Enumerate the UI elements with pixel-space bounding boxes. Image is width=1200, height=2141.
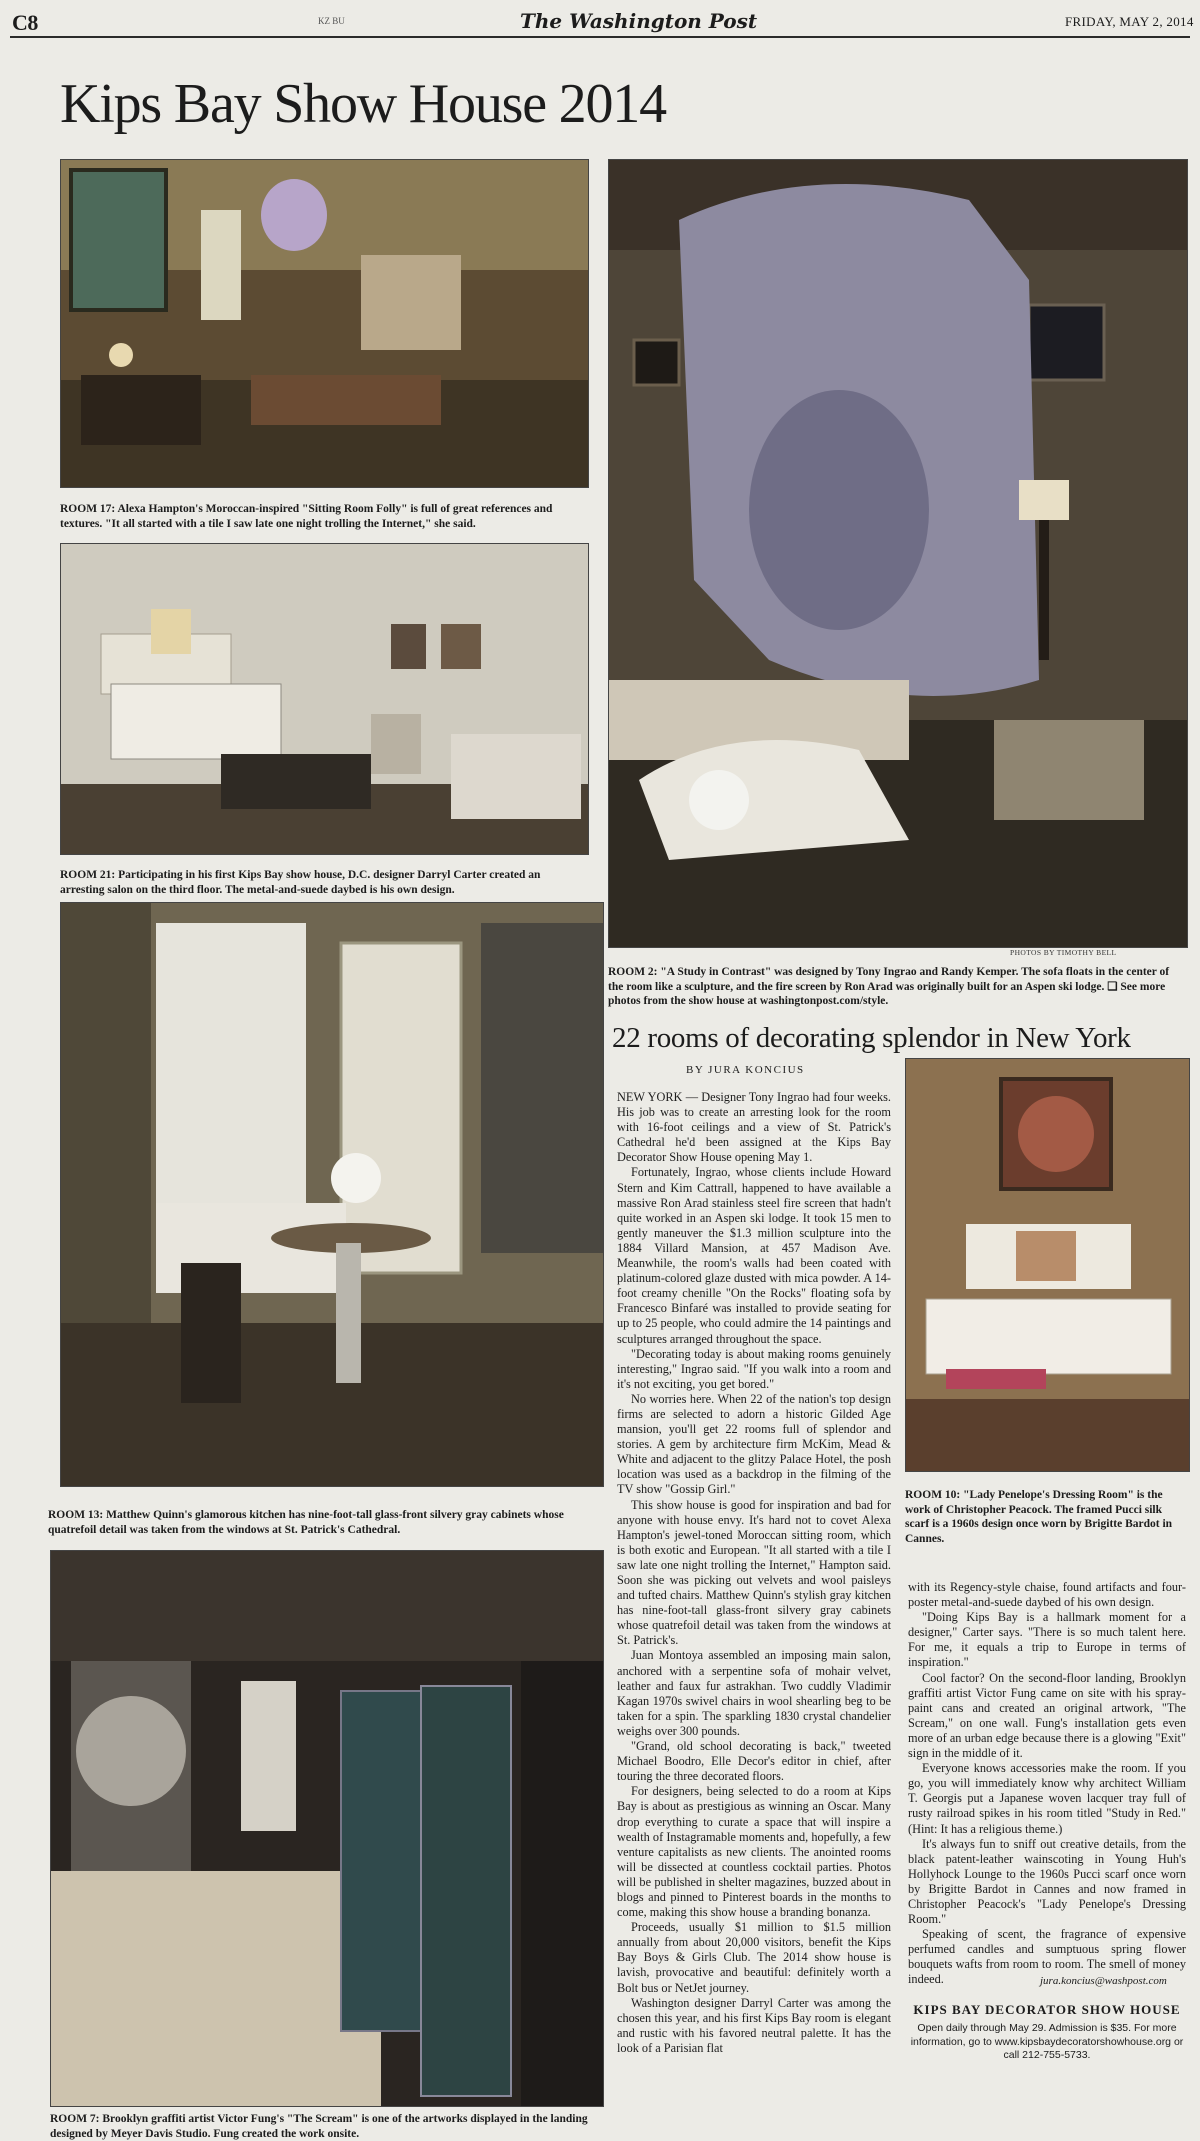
caption-room-label: ROOM 17: xyxy=(60,503,116,515)
caption-room-label: ROOM 13: xyxy=(48,1509,104,1521)
article-headline: 22 rooms of decorating splendor in New York xyxy=(612,1022,1131,1054)
caption-room-label: ROOM 21: xyxy=(60,869,116,881)
article-paragraph: "Grand, old school decorating is back," tweeted Michael Boodro, Elle Decor's editor in chief, after touring the three decorated floors. xyxy=(617,1739,891,1784)
caption-text: Participating in his first Kips Bay show house, D.C. designer Darryl Carter created an arresting salon on the third floor. The metal-and-suede daybed is his own design. xyxy=(60,869,541,896)
caption-room-13 xyxy=(48,1508,602,1537)
show-house-infobox xyxy=(907,2002,1187,2063)
photo-credit: PHOTOS BY TIMOTHY BELL xyxy=(1010,948,1117,957)
article-paragraph: Everyone knows accessories make the room. If you go, you will immediately know why architect William T. Georgis put a Japanese woven lacquer tray full of rusty railroad spikes in his room titled "Study in Red." (Hint: It has a religious theme.) xyxy=(908,1761,1186,1836)
article-paragraph: "Doing Kips Bay is a hallmark moment for a designer," Carter says. "There is so much talent here. For me, it equals a trip to Europe in terms of inspiration." xyxy=(908,1610,1186,1670)
caption-room-label: ROOM 7: xyxy=(50,2113,100,2125)
article-paragraph: Washington designer Darryl Carter was among the chosen this year, and his first Kips Bay room is elegant and rustic with his favored neutral palette. It has the look of a Parisian flat xyxy=(617,1995,891,2055)
article-column-1 xyxy=(617,1090,891,2056)
caption-room-7 xyxy=(50,2112,610,2141)
page-number: C8 xyxy=(12,10,38,35)
photo-room-2 xyxy=(608,159,1188,948)
issue-date: FRIDAY, MAY 2, 2014 xyxy=(1065,14,1194,29)
caption-text: Matthew Quinn's glamorous kitchen has nine-foot-tall glass-front silvery gray cabinets whose quatrefoil detail was taken from the windows at St. Patrick's Cathedral. xyxy=(48,1509,564,1536)
author-email: jura.koncius@washpost.com xyxy=(1040,1975,1167,1987)
caption-room-2 xyxy=(608,965,1186,1009)
article-paragraph: "Decorating today is about making rooms genuinely interesting," Ingrao said. "If you walk into a room and it's not exciting, you get bored." xyxy=(617,1346,891,1391)
newspaper-name: The Washington Post xyxy=(520,9,758,33)
caption-text: "A Study in Contrast" was designed by Tony Ingrao and Randy Kemper. The sofa floats in the center of the room like a sculpture, and the fire screen by Ron Arad was originally built for an Aspen ski lodge. ❏ See more photos from the show house at washingtonpost.com/style. xyxy=(608,966,1170,1007)
article-paragraph: Cool factor? On the second-floor landing, Brooklyn graffiti artist Victor Fung came on site with his spray-paint cans and created an original artwork, "The Scream," on one wall. Fung's installation gets even more of an urban edge because there is a glowing "Exit" sign in the middle of it. xyxy=(908,1670,1186,1761)
article-paragraph: No worries here. When 22 of the nation's top design firms are selected to adorn a historic Gilded Age mansion, you'll get 22 rooms full of splendor and stories. A gem by architecture firm McKim, Mead & White and adjacent to the glitzy Palace Hotel, the posh location was used as a backdrop in the filming of the TV show "Gossip Girl." xyxy=(617,1391,891,1497)
caption-room-label: ROOM 2: xyxy=(608,966,658,978)
photo-room-13 xyxy=(60,902,604,1487)
article-paragraph: Speaking of scent, the fragrance of expensive perfumed candles and sumptuous spring flower bouquets wafts from room to room. The smell of money indeed. xyxy=(908,1927,1186,1987)
infobox-text: Open daily through May 29. Admission is $35. For more information, go to www.kipsbaydecoratorshowhouse.org or call 212-755-5733. xyxy=(910,2022,1184,2061)
article-paragraph: Proceeds, usually $1 million to $1.5 million annually from about 20,000 visitors, benefit the Kips Bay Boys & Girls Club. The 2014 show house is lavish, provocative and beautiful: definitely worth a Bolt bus or NetJet journey. xyxy=(617,1920,891,1995)
article-paragraph: NEW YORK — Designer Tony Ingrao had four weeks. His job was to create an arresting look for the room with 16-foot ceilings and a view of St. Patrick's Cathedral he'd been assigned at the Kips Bay Decorator Show House opening May 1. xyxy=(617,1090,891,1165)
photo-room-17 xyxy=(60,159,589,488)
photo-room-7 xyxy=(50,1550,604,2107)
photo-room-10 xyxy=(905,1058,1190,1472)
caption-room-17 xyxy=(60,502,587,531)
caption-room-10 xyxy=(905,1488,1188,1546)
print-marks: KZ BU xyxy=(318,16,345,26)
photo-room-21 xyxy=(60,543,589,855)
article-paragraph: This show house is good for inspiration and bad for anyone with house envy. It's hard not to covet Alexa Hampton's jewel-toned Moroccan sitting room, which is both exotic and European. "It all started with a tile I saw late one night trolling the Internet," Hampton said. Soon she was picking out velvets and wool paisleys and tufted chairs. Matthew Quinn's stylish gray kitchen has nine-foot-tall glass-front silvery gray cabinets whose quatrefoil detail was taken from the windows at St. Patrick's. xyxy=(617,1497,891,1648)
article-byline: BY JURA KONCIUS xyxy=(686,1064,805,1076)
article-column-2 xyxy=(908,1580,1186,1988)
infobox-title: KIPS BAY DECORATOR SHOW HOUSE xyxy=(913,2002,1181,2017)
caption-text: Brooklyn graffiti artist Victor Fung's "The Scream" is one of the artworks displayed in the landing designed by Meyer Davis Studio. Fung created the work onsite. xyxy=(50,2113,588,2140)
caption-text: "Lady Penelope's Dressing Room" is the work of Christopher Peacock. The framed Pucci silk scarf is a 1960s design once worn by Brigitte Bardot in Cannes. xyxy=(905,1489,1173,1545)
masthead-rule xyxy=(10,36,1190,38)
page-headline: Kips Bay Show House 2014 xyxy=(60,73,666,135)
caption-room-label: ROOM 10: xyxy=(905,1489,961,1501)
caption-text: Alexa Hampton's Moroccan-inspired "Sitting Room Folly" is full of great references and textures. "It all started with a tile I saw late one night trolling the Internet," she said. xyxy=(60,503,553,530)
article-paragraph: For designers, being selected to do a room at Kips Bay is about as prestigious as winning an Oscar. Many drop everything to curate a space that will inspire a wealth of Instagramable moments and, hopefully, a few venture capitalists as new clients. The anointed rooms will be dissected at countless cocktail parties. Photos will be published in shelter magazines, buzzed about in blogs and pinned to Pinterest boards in the months to come, making this show house a branding bonanza. xyxy=(617,1784,891,1920)
article-paragraph: with its Regency-style chaise, found artifacts and four-poster metal-and-suede daybed of his own design. xyxy=(908,1580,1186,1610)
caption-room-21 xyxy=(60,868,587,897)
article-paragraph: Juan Montoya assembled an imposing main salon, anchored with a serpentine sofa of mohair velvet, leather and faux fur astrakhan. Two cuddly Vladimir Kagan 1970s swivel chairs in wool shearling beg to be taken for a spin. The sparkling 1830 crystal chandelier weighs over 300 pounds. xyxy=(617,1648,891,1738)
article-paragraph: Fortunately, Ingrao, whose clients include Howard Stern and Kim Cattrall, happened to have available a massive Ron Arad stainless steel fire screen that hadn't quite worked in an Aspen ski lodge. It took 15 men to gently maneuver the $1.3 million sculpture into the 1884 Villard Mansion, at 457 Madison Ave. Meanwhile, the room's walls had been coated with platinum-colored glaze dusted with mica powder. A 14-foot creamy chenille "On the Rocks" floating sofa by Francesco Binfaré was installed to provide seating for up to 25 people, who could admire the 14 paintings and sculptures arranged throughout the space. xyxy=(617,1165,891,1346)
article-paragraph: It's always fun to sniff out creative details, from the black patent-leather wainscoting in Young Huh's Hollyhock Lounge to the 1960s Pucci scarf once worn by Brigitte Bardot in Cannes and now framed in Christopher Peacock's "Lady Penelope's Dressing Room." xyxy=(908,1836,1186,1927)
